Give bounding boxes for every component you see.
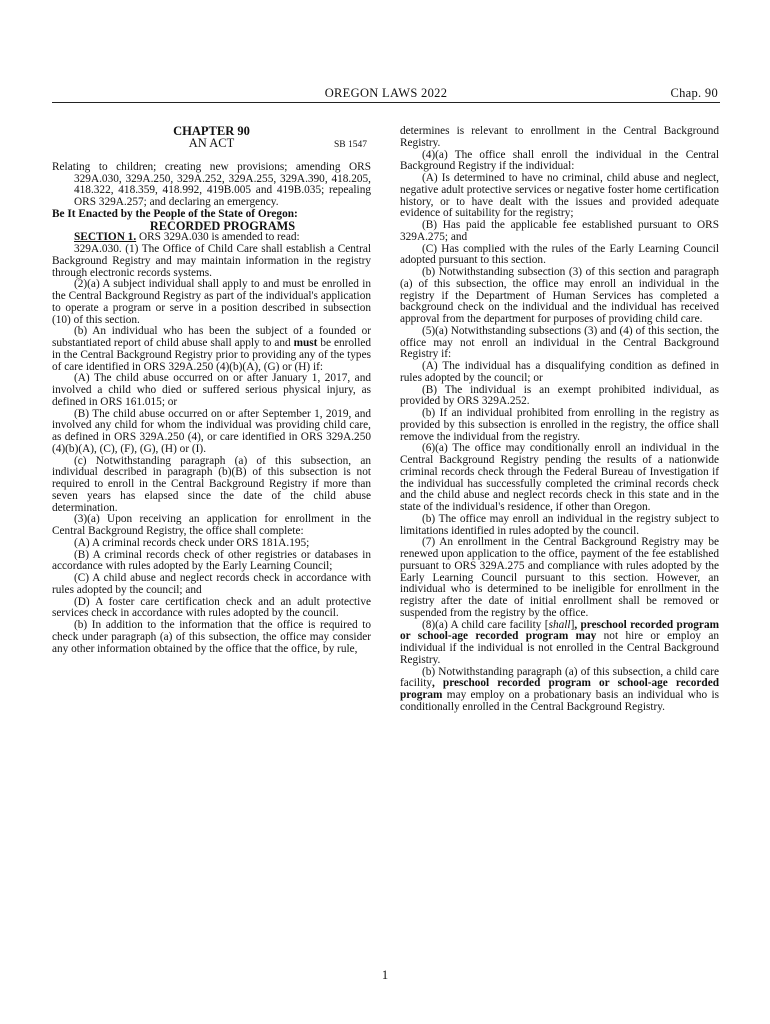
text-run: may employ on a probationary basis an individual who is conditionally enrolled in the Central Background Registry.: [400, 689, 719, 713]
paragraph: [400, 667, 719, 714]
act-title-row: [52, 135, 371, 152]
text-run: (b) Notwithstanding paragraph (a) of this subsection, a child care facility: [400, 665, 719, 690]
paragraph: (4)(a) The office shall enroll the individual in the Central Background Registry if the individual:: [400, 148, 719, 173]
paragraph: (b) Notwithstanding subsection (3) of this section and paragraph (a) of this subsection, the office may enroll an individual in the registry if the Department of Human Services has completed a background check on the individual and the individual has received approval from the department for purposes of providing child care.: [400, 266, 719, 325]
senate-bill-number: SB 1547: [334, 139, 367, 150]
paragraph: (3)(a) Upon receiving an application for enrollment in the Central Background Registry, the office shall complete:: [52, 513, 371, 537]
page-number: 1: [381, 968, 389, 982]
paragraph: (A) The child abuse occurred on or after January 1, 2017, and involved a child who died or suffered serious physical injury, as defined in ORS 161.015; or: [52, 372, 371, 408]
inserted-text: , preschool recorded program or school-age recorded program may: [400, 618, 720, 643]
relating-clause: Relating to children; creating new provisions; amending ORS 329A.030, 329A.250, 329A.252, 329A.255, 329A.390, 418.205, 418.322, 418.359, 418.992, 419B.005 and 419B.035; repealing ORS 329A.257; and declaring an emergency.: [52, 160, 371, 208]
text-run: (8)(a) A child care facility [: [422, 618, 549, 631]
right-column: [400, 126, 719, 714]
paragraph: (B) Has paid the applicable fee established pursuant to ORS 329A.275; and: [400, 219, 719, 243]
paragraph: (C) A child abuse and neglect records check in accordance with rules adopted by the council; and: [52, 572, 371, 596]
section-label: SECTION 1.: [74, 231, 137, 244]
paragraph: (2)(a) A subject individual shall apply to and must be enrolled in the Central Background Registry as part of the individual's application to operate a program or serve in a position described in subsection (10) of this section.: [52, 278, 371, 326]
deleted-text: shall: [548, 618, 571, 631]
paragraph: [400, 620, 719, 667]
section-intro-text: ORS 329A.030 is amended to read:: [136, 231, 300, 244]
inserted-text: must: [293, 337, 318, 349]
text-run: (b) An individual who has been the subject of a founded or substantiated report of child abuse shall apply to and: [52, 325, 371, 349]
running-header: [52, 86, 720, 103]
left-column: [52, 126, 371, 655]
enacting-clause: Be It Enacted by the People of the State of Oregon:: [52, 207, 298, 220]
inserted-text: , preschool recorded program or school-age recorded program: [400, 677, 719, 701]
chapter-reference: Chap. 90: [670, 86, 718, 100]
chapter-title: CHAPTER 90: [173, 124, 250, 138]
paragraph: (b) If an individual prohibited from enrolling in the registry as provided by this subsection is enrolled in the registry, the office shall remove the individual from the registry.: [400, 407, 719, 443]
paragraph: (B) The individual is an exempt prohibited individual, as provided by ORS 329A.252.: [400, 383, 719, 408]
paragraph: (A) Is determined to have no criminal, child abuse and neglect, negative adult protective services or negative foster home certification history, or to have dealt with the issues and provided adequate evidence of suitability for the registry;: [400, 172, 719, 220]
paragraph: (B) A criminal records check of other registries or databases in accordance with rules adopted by the Early Learning Council;: [52, 548, 371, 573]
text-run: not hire or employ an individual if the individual is not enrolled in the Central Background Registry.: [400, 630, 720, 666]
paragraph: (7) An enrollment in the Central Background Registry may be renewed upon application to the office, payment of the fee established pursuant to ORS 329A.275 and compliance with rules adopted by the Early Learning Council pursuant to this section. However, an individual who is determined to be ineligible for enrollment in the registry after the date of initial enrollment shall be removed or suspended from the registry by the office.: [400, 536, 719, 619]
paragraph: (B) The child abuse occurred on or after September 1, 2019, and involved any child for whom the individual was providing child care, as defined in ORS 329A.250 (4), or care identified in ORS 329A.250 (4)(b)(A), (C), (F), (G), (H) or (I).: [52, 407, 371, 455]
text-run: ]: [570, 618, 575, 631]
paragraph: (c) Notwithstanding paragraph (a) of this subsection, an individual described in paragraph (b)(B) of this subsection is not required to enroll in the Central Background Registry if more than seven years has elapsed since the date of the child abuse determination.: [52, 454, 371, 514]
paragraph: [52, 326, 371, 373]
paragraph: (D) A foster care certification check and an adult protective services check in accordance with rules adopted by the council.: [52, 595, 371, 620]
paragraph: (A) A criminal records check under ORS 181A.195;: [74, 536, 310, 549]
paragraph: (5)(a) Notwithstanding subsections (3) and (4) of this section, the office may not enroll an individual in the Central Background Registry if:: [400, 324, 719, 361]
paragraph: (A) The individual has a disqualifying condition as defined in rules adopted by the council; or: [400, 360, 719, 384]
section-heading: RECORDED PROGRAMS: [149, 218, 296, 233]
act-title: AN ACT: [188, 135, 235, 150]
paragraph: (C) Has complied with the rules of the Early Learning Council adopted pursuant to this section.: [400, 242, 719, 267]
running-header-title: OREGON LAWS 2022: [324, 86, 448, 100]
text-run: be enrolled in the Central Background Registry prior to providing any of the types of care identified in ORS 329A.250 (4)(b)(A), (G) or (H) if:: [52, 337, 371, 373]
paragraph: determines is relevant to enrollment in the Central Background Registry.: [400, 125, 719, 149]
paragraph: (b) The office may enroll an individual in the registry subject to limitations identified in rules adopted by the council.: [400, 512, 719, 537]
paragraph: 329A.030. (1) The Office of Child Care shall establish a Central Background Registry and may maintain information in the registry through electronic records systems.: [52, 243, 371, 279]
paragraph: (b) In addition to the information that the office is required to check under paragraph (a) of this subsection, the office may consider any other information obtained by the office that the office, by rule,: [52, 619, 371, 655]
paragraph: (6)(a) The office may conditionally enroll an individual in the Central Background Registry pending the results of a nationwide criminal records check through the Federal Bureau of Investigation if the individual has successfully completed the criminal records check and the child abuse and neglect records check in this state and in the state of the individual's residence, if other than Oregon.: [400, 442, 719, 513]
